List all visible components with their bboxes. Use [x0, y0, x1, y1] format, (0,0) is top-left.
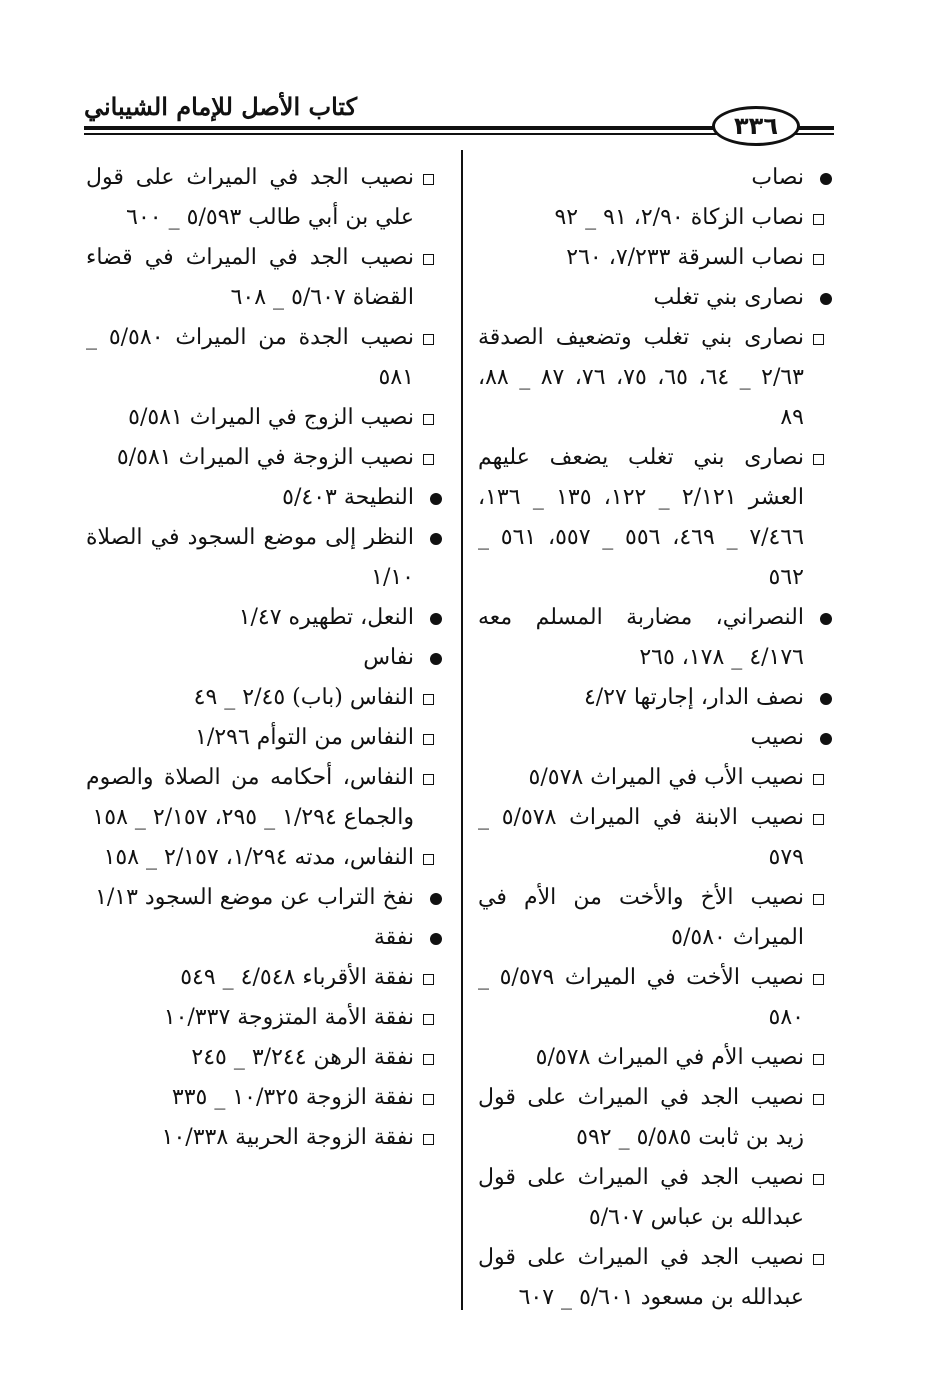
- square-bullet-icon: [813, 254, 824, 265]
- index-entry-sub: [478, 1158, 838, 1238]
- header-rule-thin: [84, 133, 724, 135]
- index-entry-sub: [478, 1238, 838, 1318]
- entry-text: نفاس: [363, 645, 414, 670]
- square-bullet-icon: [423, 1134, 434, 1145]
- entry-text: نصيب الزوجة في الميراث ٥/٥٨١: [116, 445, 414, 470]
- index-entry-sub: [86, 718, 448, 758]
- square-bullet-icon: [813, 214, 824, 225]
- bullet-icon: [820, 173, 832, 185]
- index-entry-main: [478, 278, 838, 318]
- entry-text: النصراني، مضاربة المسلم معه ٤/١٧٦ _ ١٧٨، ٢٦٥: [478, 605, 804, 670]
- entry-text: النفاس، مدته ١/٢٩٤، ٢/١٥٧ _ ١٥٨: [103, 845, 414, 870]
- page-number: ٣٣٦: [712, 106, 800, 146]
- square-bullet-icon: [813, 1174, 824, 1185]
- bullet-icon: [430, 613, 442, 625]
- bullet-icon: [430, 653, 442, 665]
- square-bullet-icon: [813, 1054, 824, 1065]
- entry-text: نصاب الزكاة ٢/٩٠، ٩١ _ ٩٢: [554, 205, 804, 230]
- square-bullet-icon: [813, 1254, 824, 1265]
- header-rule-thin-right: [794, 133, 834, 135]
- index-entry-main: [86, 878, 448, 918]
- index-entry-sub: [86, 678, 448, 718]
- entry-text: نفخ التراب عن موضع السجود ١/١٣: [95, 885, 414, 910]
- book-title: كتاب الأصل للإمام الشيباني: [84, 92, 358, 121]
- entry-text: النفاس من التوأم ١/٢٩٦: [195, 725, 414, 750]
- entry-text: نصيب الأب في الميراث ٥/٥٧٨: [528, 765, 804, 790]
- entry-text: نفقة الزوجة الحربية ١٠/٣٣٨: [161, 1125, 414, 1150]
- square-bullet-icon: [423, 1054, 434, 1065]
- entry-text: نصيب الجد في الميراث على قول عبدالله بن عباس ٥/٦٠٧: [478, 1165, 804, 1230]
- index-entry-sub: [478, 238, 838, 278]
- entry-text: نصيب الابنة في الميراث ٥/٥٧٨ _ ٥٧٩: [478, 805, 804, 870]
- left-column: [86, 158, 448, 1158]
- index-entry-sub: [86, 1078, 448, 1118]
- index-entry-sub: [86, 758, 448, 838]
- square-bullet-icon: [813, 814, 824, 825]
- entry-text: نصاب: [751, 165, 804, 190]
- bullet-icon: [820, 293, 832, 305]
- entry-text: نصيب الجد في الميراث على قول عبدالله بن مسعود ٥/٦٠١ _ ٦٠٧: [478, 1245, 804, 1310]
- entry-text: نصارى بني تغلب: [653, 285, 804, 310]
- entry-text: النفاس، أحكامه من الصلاة والصوم والجماع ١/٢٩٤ _ ٢٩٥، ٢/١٥٧ _ ١٥٨: [86, 765, 414, 830]
- index-entry-main: [86, 598, 448, 638]
- entry-text: نصيب الجد في الميراث على قول زيد بن ثابت ٥/٥٨٥ _ ٥٩٢: [478, 1085, 804, 1150]
- page-header: [84, 92, 834, 140]
- column-divider: [461, 150, 463, 1310]
- right-column: [478, 158, 838, 1318]
- entry-text: نصيب الجدة من الميراث ٥/٥٨٠ _ ٥٨١: [86, 325, 414, 390]
- bullet-icon: [430, 533, 442, 545]
- index-entry-sub: [478, 438, 838, 598]
- bullet-icon: [430, 933, 442, 945]
- square-bullet-icon: [423, 454, 434, 465]
- square-bullet-icon: [813, 974, 824, 985]
- index-entry-sub: [478, 198, 838, 238]
- index-entry-main: [478, 598, 838, 678]
- entry-text: نصف الدار، إجارتها ٤/٢٧: [583, 685, 804, 710]
- entry-text: النطيحة ٥/٤٠٣: [282, 485, 414, 510]
- square-bullet-icon: [813, 454, 824, 465]
- entry-text: نصارى بني تغلب وتضعيف الصدقة ٢/٦٣ _ ٦٤، ٦٥، ٧٥، ٧٦، ٨٧ _ ٨٨، ٨٩: [478, 325, 805, 430]
- index-entry-sub: [478, 798, 838, 878]
- entry-text: نصاب السرقة ٧/٢٣٣، ٢٦٠: [566, 245, 804, 270]
- square-bullet-icon: [423, 774, 434, 785]
- entry-text: نفقة الأمة المتزوجة ١٠/٣٣٧: [163, 1005, 414, 1030]
- index-entry-sub: [478, 1078, 838, 1158]
- index-entry-sub: [86, 398, 448, 438]
- entry-text: النفاس (باب) ٢/٤٥ _ ٤٩: [193, 685, 414, 710]
- index-entry-main: [478, 718, 838, 758]
- square-bullet-icon: [423, 414, 434, 425]
- bullet-icon: [820, 733, 832, 745]
- square-bullet-icon: [423, 174, 434, 185]
- bullet-icon: [430, 493, 442, 505]
- entry-text: نفقة الرهن ٣/٢٤٤ _ ٢٤٥: [191, 1045, 414, 1070]
- index-entry-main: [478, 158, 838, 198]
- index-entry-main: [86, 638, 448, 678]
- index-entry-sub: [478, 958, 838, 1038]
- square-bullet-icon: [813, 774, 824, 785]
- index-entry-main: [478, 678, 838, 718]
- entry-text: نفقة الأقرباء ٤/٥٤٨ _ ٥٤٩: [180, 965, 414, 990]
- index-entry-sub: [478, 1038, 838, 1078]
- square-bullet-icon: [423, 1094, 434, 1105]
- index-entry-sub: [86, 1118, 448, 1158]
- entry-text: نصيب الأخت في الميراث ٥/٥٧٩ _ ٥٨٠: [478, 965, 804, 1030]
- square-bullet-icon: [423, 694, 434, 705]
- entry-text: نصيب الجد في الميراث في قضاء القضاة ٥/٦٠٧ _ ٦٠٨: [86, 245, 414, 310]
- entry-text: نصيب الأم في الميراث ٥/٥٧٨: [535, 1045, 804, 1070]
- index-entry-sub: [478, 758, 838, 798]
- index-entry-sub: [478, 318, 838, 438]
- square-bullet-icon: [423, 854, 434, 865]
- square-bullet-icon: [813, 894, 824, 905]
- entry-text: نفقة: [373, 925, 414, 950]
- square-bullet-icon: [423, 974, 434, 985]
- index-entry-main: [86, 918, 448, 958]
- entry-text: نصارى بني تغلب يضعف عليهم العشر ٢/١٢١ _ ١٢٢، ١٣٥ _ ١٣٦، ٧/٤٦٦ _ ٤٦٩، ٥٥٦ _ ٥٥٧، ٥٦١ _ ٥٦٢: [478, 445, 805, 590]
- square-bullet-icon: [813, 334, 824, 345]
- square-bullet-icon: [423, 1014, 434, 1025]
- entry-text: نصيب الزوج في الميراث ٥/٥٨١: [128, 405, 414, 430]
- entry-text: النعل، تطهيره ١/٤٧: [238, 605, 414, 630]
- square-bullet-icon: [423, 254, 434, 265]
- index-entry-sub: [86, 438, 448, 478]
- index-entry-main: [86, 518, 448, 598]
- square-bullet-icon: [423, 734, 434, 745]
- entry-text: نصيب: [750, 725, 804, 750]
- index-entry-sub: [86, 158, 448, 238]
- index-entry-sub: [86, 1038, 448, 1078]
- index-entry-sub: [86, 958, 448, 998]
- index-entry-sub: [86, 238, 448, 318]
- entry-text: نفقة الزوجة ١٠/٣٢٥ _ ٣٣٥: [171, 1085, 414, 1110]
- entry-text: نصيب الجد في الميراث على قول علي بن أبي طالب ٥/٥٩٣ _ ٦٠٠: [86, 165, 414, 230]
- bullet-icon: [430, 893, 442, 905]
- header-rule-thick: [84, 126, 724, 130]
- entry-text: النظر إلى موضع السجود في الصلاة ١/١٠: [86, 525, 414, 590]
- bullet-icon: [820, 693, 832, 705]
- index-entry-sub: [478, 878, 838, 958]
- index-entry-sub: [86, 838, 448, 878]
- index-entry-sub: [86, 998, 448, 1038]
- entry-text: نصيب الأخ والأخت من الأم في الميراث ٥/٥٨٠: [478, 885, 804, 950]
- bullet-icon: [820, 613, 832, 625]
- index-entry-sub: [86, 318, 448, 398]
- square-bullet-icon: [813, 1094, 824, 1105]
- square-bullet-icon: [423, 334, 434, 345]
- index-entry-main: [86, 478, 448, 518]
- header-rule-thick-right: [794, 126, 834, 130]
